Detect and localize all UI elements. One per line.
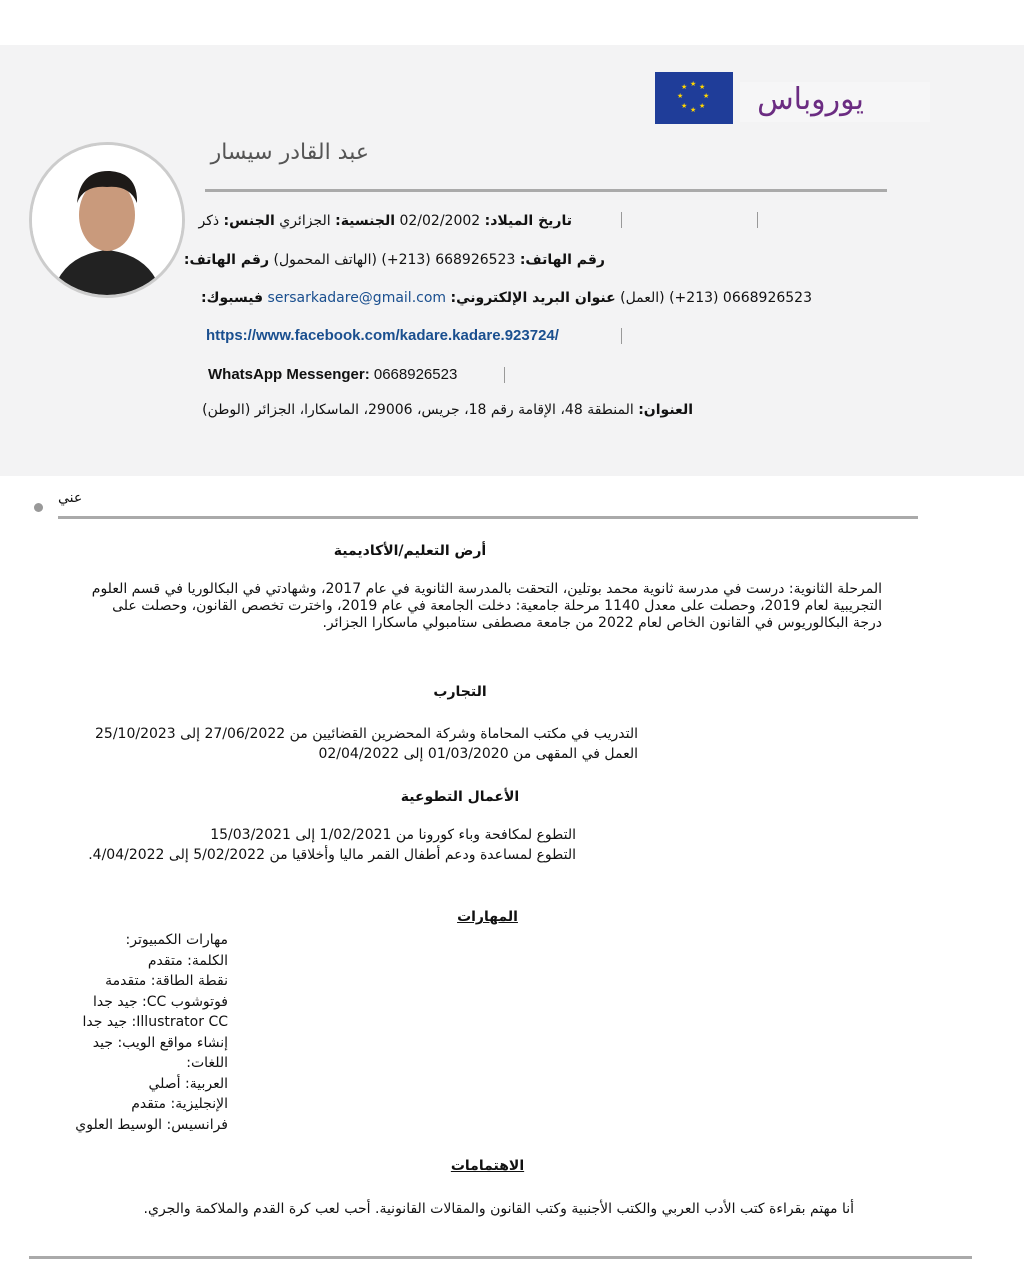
education-title: أرض التعليم/الأكاديمية xyxy=(333,543,487,559)
experience-list: التدريب في مكتب المحاماة وشركة المحضرين القضائيين من 27/06/2022 إلى 25/10/2023 العمل في المقهى من 01/03/2020 إلى 02/04/2022 xyxy=(95,726,638,762)
skills-title: المهارات xyxy=(457,909,518,925)
profile-photo xyxy=(29,142,185,298)
separator xyxy=(504,367,505,383)
interests-title: الاهتمامات xyxy=(450,1158,525,1174)
volunteer-list: التطوع لمكافحة وباء كورونا من 1/02/2021 إلى 15/03/2021 التطوع لمساعدة ودعم أطفال القمر ماليا وأخلاقيا من 5/02/2022 إلى 4/04/2022. xyxy=(88,827,576,863)
volunteer-title: الأعمال التطوعية xyxy=(400,789,520,805)
whatsapp-row: WhatsApp Messenger: 0668926523 xyxy=(208,366,458,383)
facebook-link[interactable]: https://www.facebook.com/kadare.kadare.923724/ xyxy=(206,327,559,344)
personal-row-2: رقم الهاتف: (+213) 668926523 (الهاتف المحمول) رقم الهاتف: xyxy=(183,252,605,268)
education-text: المرحلة الثانوية: درست في مدرسة ثانوية محمد بوتلين، التحقت بالمدرسة الثانوية في عام 2017، وشهادتي في البكالوريا في قسم العلوم التجريبية لعام 2019، وحصلت على معدل 1140 مرحلة جامعية: دخلت الجامعة في عام 2019، واخترت تخصص القانون، وحصلت على درجة البكالوريوس في القانون الخاص لعام 2022 من جامعة مصطفى ستامبولي ماسكارا الجزائر. xyxy=(91,581,882,631)
eu-flag-icon: ★ ★ ★ ★ ★ ★ ★ ★ xyxy=(655,72,733,124)
divider xyxy=(29,1256,972,1259)
separator xyxy=(621,328,622,344)
personal-row-3: (+213) 0668926523 (العمل) عنوان البريد الإلكتروني: sersarkadare@gmail.com فيسبوك: xyxy=(201,290,812,306)
separator xyxy=(757,212,758,228)
email-link[interactable]: sersarkadare@gmail.com xyxy=(267,290,447,306)
bullet-icon xyxy=(34,503,43,512)
personal-row-1: تاريخ الميلاد: 02/02/2002 الجنسية: الجزائري الجنس: ذكر xyxy=(198,213,572,229)
address-row: العنوان: المنطقة 48، الإقامة رقم 18، جريس، 29006، الماسكارا، الجزائر (الوطن) xyxy=(202,402,693,418)
europass-logo: يوروباس xyxy=(740,82,930,122)
skills-list: مهارات الكمبيوتر: الكلمة: متقدم نقطة الطاقة: متقدمة فوتوشوب CC: جيد جدا Illustrator CC: جيد جدا إنشاء مواقع الويب: جيد اللغات: العربية: أصلي الإنجليزية: متقدم فرانسيس: الوسيط العلوي xyxy=(75,932,228,1133)
divider xyxy=(58,516,918,519)
full-name: عبد القادر سيسار xyxy=(210,140,369,165)
about-label: عني xyxy=(58,490,83,506)
divider xyxy=(205,189,887,192)
interests-text: أنا مهتم بقراءة كتب الأدب العربي والكتب الأجنبية وكتب القانون والمقالات القانونية. أحب لعب كرة القدم والملاكمة والجري. xyxy=(143,1201,854,1217)
experience-title: التجارب xyxy=(433,684,487,700)
separator xyxy=(621,212,622,228)
